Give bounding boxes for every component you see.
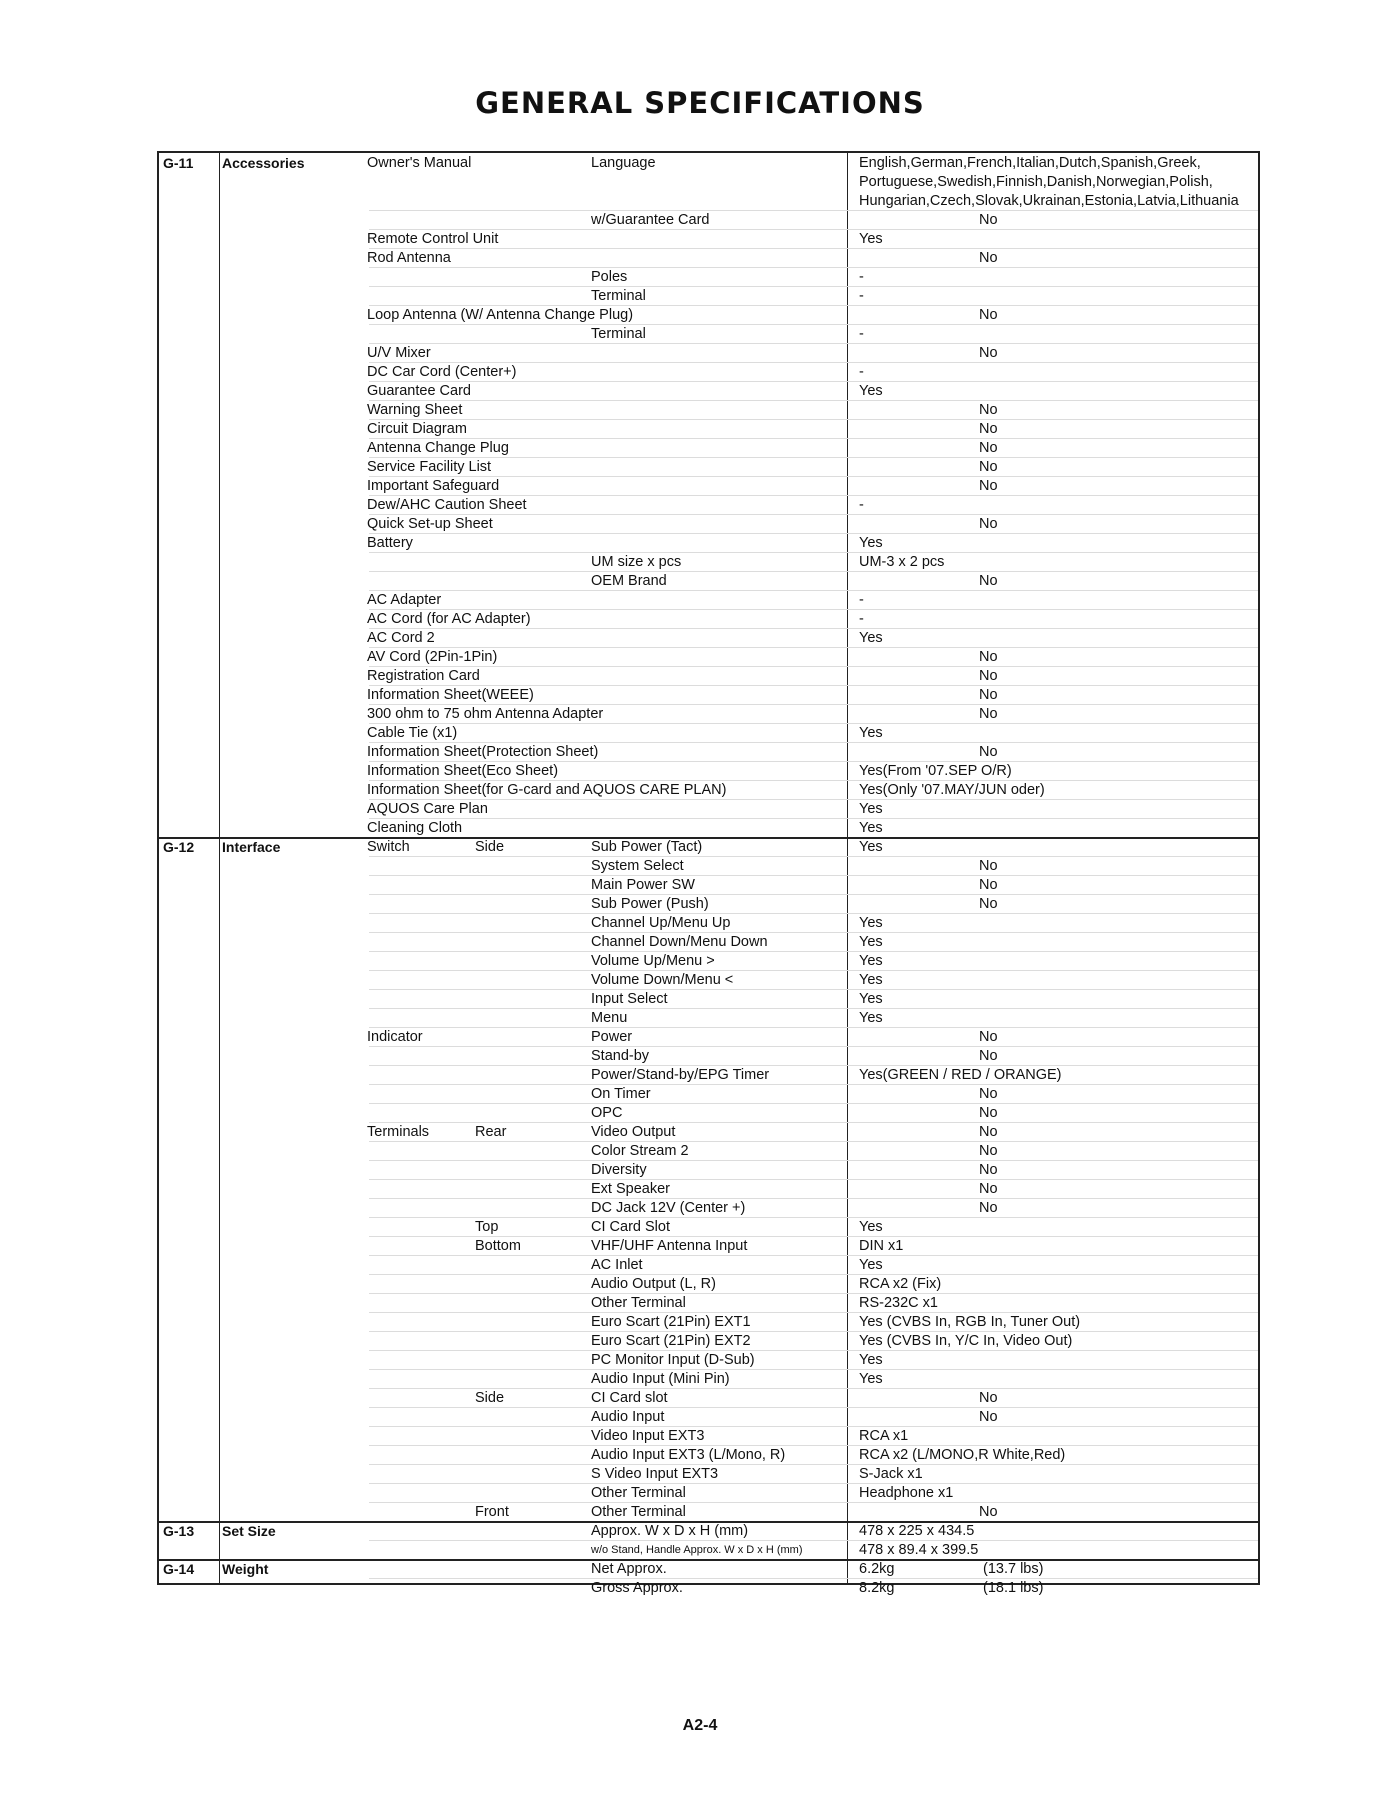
spec-row (159, 819, 1258, 838)
spec-row (159, 1009, 1258, 1028)
section-name: Set Size (222, 1523, 276, 1539)
spec-value: - (859, 592, 864, 608)
spec-value: No (979, 478, 998, 494)
spec-value: Yes (859, 630, 883, 646)
spec-value: No (979, 345, 998, 361)
spec-row (159, 743, 1258, 762)
spec-value: 8.2kg (18.1 lbs) (859, 1580, 1044, 1596)
spec-item: Information Sheet(WEEE) (367, 687, 534, 703)
spec-detail: Power (591, 1029, 633, 1045)
spec-row (159, 1256, 1258, 1275)
spec-row (159, 1142, 1258, 1161)
spec-detail: CI Card Slot (591, 1219, 670, 1235)
spec-value: Yes (CVBS In, Y/C In, Video Out) (859, 1333, 1073, 1349)
spec-row (159, 914, 1258, 933)
spec-item: Information Sheet(Eco Sheet) (367, 763, 559, 779)
spec-value: No (979, 1124, 998, 1140)
spec-row (159, 990, 1258, 1009)
spec-row (159, 154, 1258, 211)
spec-row (159, 1560, 1258, 1579)
spec-row (159, 1180, 1258, 1199)
spec-value: No (979, 307, 998, 323)
page-number: A2-4 (682, 1717, 718, 1734)
spec-id: G-13 (163, 1523, 195, 1539)
section-name: Interface (222, 839, 281, 855)
spec-value: No (979, 858, 998, 874)
spec-value: No (979, 896, 998, 912)
spec-item: Terminals (367, 1124, 430, 1140)
spec-row (159, 287, 1258, 306)
spec-detail: AC Inlet (591, 1257, 643, 1273)
spec-row (159, 211, 1258, 230)
spec-detail: VHF/UHF Antenna Input (591, 1238, 748, 1254)
spec-detail: Terminal (591, 326, 646, 342)
spec-value: No (979, 1181, 998, 1197)
spec-detail: Stand-by (591, 1048, 650, 1064)
spec-item: U/V Mixer (367, 345, 431, 361)
spec-row (159, 439, 1258, 458)
spec-value: No (979, 516, 998, 532)
spec-subitem: Side (475, 1390, 505, 1406)
spec-row (159, 705, 1258, 724)
spec-value: RS-232C x1 (859, 1295, 938, 1311)
spec-value: No (979, 1048, 998, 1064)
spec-value: - (859, 269, 864, 285)
spec-value-imperial: (18.1 lbs) (983, 1580, 1044, 1596)
spec-row (159, 1484, 1258, 1503)
spec-value: 478 x 89.4 x 399.5 (859, 1542, 979, 1558)
spec-value: RCA x1 (859, 1428, 909, 1444)
spec-detail: Other Terminal (591, 1504, 686, 1520)
spec-value: No (979, 1200, 998, 1216)
spec-value: Yes(GREEN / RED / ORANGE) (859, 1067, 1062, 1083)
spec-detail: w/o Stand, Handle Approx. W x D x H (mm) (591, 1544, 803, 1556)
spec-row (159, 686, 1258, 705)
spec-value: No (979, 1162, 998, 1178)
spec-item: AQUOS Care Plan (367, 801, 488, 817)
spec-detail: Other Terminal (591, 1485, 686, 1501)
spec-value: Yes (859, 1257, 883, 1273)
spec-row (159, 1294, 1258, 1313)
spec-detail: Gross Approx. (591, 1580, 683, 1596)
spec-row (159, 1579, 1258, 1598)
spec-row (159, 1028, 1258, 1047)
spec-value: - (859, 611, 864, 627)
spec-id: G-11 (163, 155, 194, 171)
spec-value: Yes (859, 839, 883, 855)
spec-row (159, 1237, 1258, 1256)
spec-item: Loop Antenna (W/ Antenna Change Plug) (367, 307, 634, 323)
spec-row (159, 1446, 1258, 1465)
spec-value: No (979, 250, 998, 266)
spec-subitem: Bottom (475, 1238, 521, 1254)
spec-row (159, 838, 1258, 857)
spec-row (159, 344, 1258, 363)
spec-row (159, 724, 1258, 743)
spec-detail: UM size x pcs (591, 554, 682, 570)
spec-row (159, 363, 1258, 382)
spec-detail: Approx. W x D x H (mm) (591, 1523, 749, 1539)
spec-row (159, 648, 1258, 667)
spec-value: No (979, 1105, 998, 1121)
spec-value: No (979, 440, 998, 456)
spec-value: No (979, 1390, 998, 1406)
spec-item: Service Facility List (367, 459, 492, 475)
spec-detail: Sub Power (Tact) (591, 839, 703, 855)
spec-value: Yes (859, 915, 883, 931)
spec-row (159, 458, 1258, 477)
spec-row (159, 1370, 1258, 1389)
spec-detail: Volume Down/Menu < (591, 972, 734, 988)
spec-item: Registration Card (367, 668, 480, 684)
spec-detail: Euro Scart (21Pin) EXT1 (591, 1314, 751, 1330)
spec-value: S-Jack x1 (859, 1466, 923, 1482)
spec-value: Yes (859, 1010, 883, 1026)
spec-row (159, 420, 1258, 439)
spec-value: - (859, 326, 864, 342)
spec-value: No (979, 421, 998, 437)
spec-row (159, 1332, 1258, 1351)
spec-item: AC Cord 2 (367, 630, 435, 646)
spec-detail: Power/Stand-by/EPG Timer (591, 1067, 770, 1083)
spec-row (159, 306, 1258, 325)
spec-detail: Color Stream 2 (591, 1143, 689, 1159)
spec-value: 6.2kg (13.7 lbs) (859, 1561, 1044, 1577)
spec-row (159, 1408, 1258, 1427)
spec-row (159, 1389, 1258, 1408)
spec-value: Yes (859, 801, 883, 817)
spec-value: No (979, 573, 998, 589)
spec-row (159, 800, 1258, 819)
spec-row (159, 401, 1258, 420)
spec-row (159, 1503, 1258, 1522)
spec-detail: CI Card slot (591, 1390, 668, 1406)
spec-row (159, 268, 1258, 287)
spec-subitem: Rear (475, 1124, 507, 1140)
spec-item: Owner's Manual (367, 155, 472, 171)
spec-detail: On Timer (591, 1086, 651, 1102)
spec-row (159, 971, 1258, 990)
spec-row (159, 1541, 1258, 1560)
spec-item: Rod Antenna (367, 250, 451, 266)
spec-value: Yes (CVBS In, RGB In, Tuner Out) (859, 1314, 1081, 1330)
spec-value: English,German,French,Italian,Dutch,Spanish,Greek, Portuguese,Swedish,Finnish,Danish,Norwegian,Polish, Hungarian,Czech,Slovak,Ukrainan,Estonia,Latvia,Lithuania (859, 155, 1239, 209)
spec-value: No (979, 212, 998, 228)
spec-row (159, 591, 1258, 610)
spec-table (157, 151, 1260, 1596)
spec-detail: OEM Brand (591, 573, 667, 589)
spec-value: Yes (859, 953, 883, 969)
spec-value: No (979, 706, 998, 722)
spec-value: Headphone x1 (859, 1485, 954, 1501)
spec-detail: Sub Power (Push) (591, 896, 709, 912)
spec-item: Guarantee Card (367, 383, 471, 399)
spec-detail: Other Terminal (591, 1295, 686, 1311)
spec-value: DIN x1 (859, 1238, 904, 1254)
spec-value: Yes (859, 535, 883, 551)
spec-row (159, 667, 1258, 686)
spec-detail: System Select (591, 858, 684, 874)
spec-item: AV Cord (2Pin-1Pin) (367, 649, 498, 665)
spec-value: No (979, 649, 998, 665)
spec-value: Yes(From '07.SEP O/R) (859, 763, 1012, 779)
spec-value: No (979, 877, 998, 893)
spec-subitem: Side (475, 839, 505, 855)
spec-row (159, 1351, 1258, 1370)
spec-value-imperial: (13.7 lbs) (983, 1561, 1044, 1577)
spec-row (159, 1313, 1258, 1332)
spec-subitem: Top (475, 1219, 499, 1235)
spec-item: Cleaning Cloth (367, 820, 463, 836)
spec-row (159, 1427, 1258, 1446)
spec-row (159, 1066, 1258, 1085)
spec-value: No (979, 1029, 998, 1045)
page-title: GENERAL SPECIFICATIONS (475, 86, 925, 120)
spec-row (159, 1465, 1258, 1484)
spec-detail: Audio Input (591, 1409, 665, 1425)
section-name: Accessories (222, 155, 305, 171)
spec-row (159, 1218, 1258, 1237)
spec-item: Information Sheet(for G-card and AQUOS CARE PLAN) (367, 782, 727, 798)
spec-detail: Channel Up/Menu Up (591, 915, 731, 931)
spec-detail: PC Monitor Input (D-Sub) (591, 1352, 755, 1368)
spec-row (159, 1161, 1258, 1180)
spec-value: No (979, 402, 998, 418)
spec-detail: Language (591, 155, 656, 171)
spec-item: AC Adapter (367, 592, 442, 608)
spec-subitem: Front (475, 1504, 509, 1520)
spec-row (159, 1104, 1258, 1123)
spec-detail: Poles (591, 269, 628, 285)
spec-item: Warning Sheet (367, 402, 463, 418)
spec-row (159, 382, 1258, 401)
spec-row (159, 895, 1258, 914)
spec-value: Yes (859, 1219, 883, 1235)
spec-row (159, 1123, 1258, 1142)
spec-id: G-12 (163, 839, 195, 855)
spec-detail: Input Select (591, 991, 668, 1007)
spec-detail: Main Power SW (591, 877, 695, 893)
spec-detail: Audio Input (Mini Pin) (591, 1371, 730, 1387)
spec-detail: Audio Input EXT3 (L/Mono, R) (591, 1447, 786, 1463)
spec-detail: DC Jack 12V (Center +) (591, 1200, 746, 1216)
spec-row (159, 1199, 1258, 1218)
spec-value: - (859, 288, 864, 304)
spec-row (159, 629, 1258, 648)
spec-value: Yes (859, 934, 883, 950)
spec-detail: Volume Up/Menu > (591, 953, 715, 969)
spec-item: Remote Control Unit (367, 231, 499, 247)
spec-item: AC Cord (for AC Adapter) (367, 611, 531, 627)
spec-item: Important Safeguard (367, 478, 500, 494)
spec-value: No (979, 1504, 998, 1520)
spec-value: - (859, 497, 864, 513)
spec-item: 300 ohm to 75 ohm Antenna Adapter (367, 706, 604, 722)
spec-item: Switch (367, 839, 410, 855)
section-name: Weight (222, 1561, 269, 1577)
spec-row (159, 762, 1258, 781)
spec-detail: S Video Input EXT3 (591, 1466, 719, 1482)
spec-row (159, 230, 1258, 249)
spec-row (159, 572, 1258, 591)
spec-detail: Video Output (591, 1124, 676, 1140)
spec-row (159, 1085, 1258, 1104)
spec-value: No (979, 1143, 998, 1159)
spec-item: Indicator (367, 1029, 423, 1045)
spec-row (159, 496, 1258, 515)
spec-value: - (859, 364, 864, 380)
spec-value: UM-3 x 2 pcs (859, 554, 945, 570)
spec-row (159, 1522, 1258, 1541)
spec-row (159, 610, 1258, 629)
spec-detail: Terminal (591, 288, 646, 304)
spec-detail: Ext Speaker (591, 1181, 670, 1197)
spec-value: 478 x 225 x 434.5 (859, 1523, 975, 1539)
spec-detail: Euro Scart (21Pin) EXT2 (591, 1333, 751, 1349)
spec-detail: Net Approx. (591, 1561, 667, 1577)
spec-value: No (979, 744, 998, 760)
spec-value: Yes (859, 725, 883, 741)
spec-item: Cable Tie (x1) (367, 725, 458, 741)
spec-item: Circuit Diagram (367, 421, 467, 437)
spec-item: Antenna Change Plug (367, 440, 509, 456)
spec-item: Quick Set-up Sheet (367, 516, 493, 532)
spec-detail: Audio Output (L, R) (591, 1276, 716, 1292)
spec-detail: Diversity (591, 1162, 647, 1178)
spec-id: G-14 (163, 1561, 195, 1577)
spec-value: Yes (859, 383, 883, 399)
spec-value: Yes (859, 991, 883, 1007)
spec-value: Yes (859, 820, 883, 836)
spec-value: RCA x2 (L/MONO,R White,Red) (859, 1447, 1066, 1463)
spec-row (159, 952, 1258, 971)
spec-value: No (979, 1409, 998, 1425)
spec-row (159, 933, 1258, 952)
spec-detail: Menu (591, 1010, 628, 1026)
spec-value: Yes (859, 231, 883, 247)
spec-row (159, 1275, 1258, 1294)
spec-value: Yes (859, 1371, 883, 1387)
spec-item: Dew/AHC Caution Sheet (367, 497, 527, 513)
spec-row (159, 534, 1258, 553)
spec-row (159, 515, 1258, 534)
spec-item: Information Sheet(Protection Sheet) (367, 744, 599, 760)
spec-row (159, 325, 1258, 344)
spec-detail: w/Guarantee Card (591, 212, 710, 228)
spec-row (159, 249, 1258, 268)
spec-value: Yes(Only '07.MAY/JUN oder) (859, 782, 1045, 798)
spec-value: Yes (859, 1352, 883, 1368)
spec-row (159, 857, 1258, 876)
spec-row (159, 553, 1258, 572)
spec-value: No (979, 1086, 998, 1102)
spec-item: DC Car Cord (Center+) (367, 364, 517, 380)
spec-value: RCA x2 (Fix) (859, 1276, 942, 1292)
spec-row (159, 781, 1258, 800)
spec-row (159, 876, 1258, 895)
spec-row (159, 477, 1258, 496)
spec-value: No (979, 459, 998, 475)
spec-detail: OPC (591, 1105, 623, 1121)
spec-row (159, 1047, 1258, 1066)
spec-value: No (979, 687, 998, 703)
spec-value: Yes (859, 972, 883, 988)
spec-item: Battery (367, 535, 413, 551)
spec-value: No (979, 668, 998, 684)
spec-detail: Video Input EXT3 (591, 1428, 705, 1444)
spec-detail: Channel Down/Menu Down (591, 934, 768, 950)
